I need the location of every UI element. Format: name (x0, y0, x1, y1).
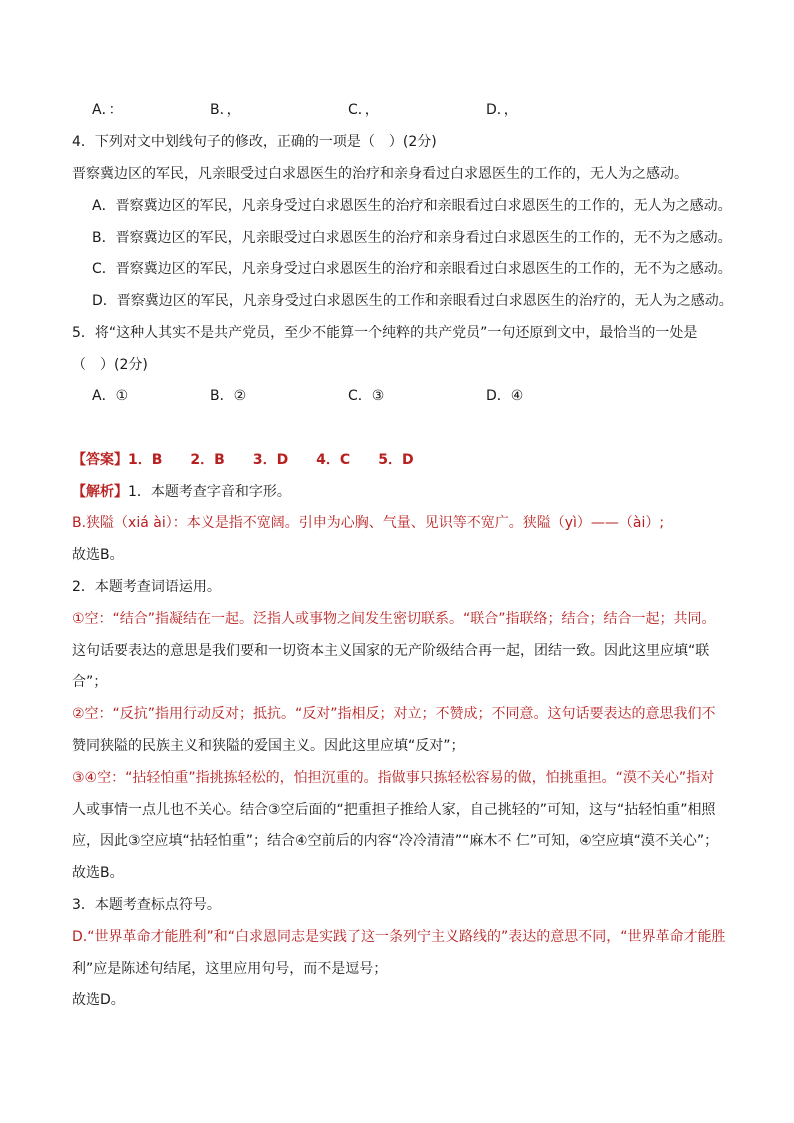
analysis-line-16: 利”应是陈述句结尾，这里应用句号，而不是逗号； (72, 961, 388, 977)
q5-option-a: A．① (92, 388, 129, 404)
answer-label: 【答案】 (72, 452, 128, 468)
q5-option-d: D．④ (486, 388, 524, 404)
q3-option-c: C．， (348, 102, 379, 118)
q4-option-b: B．晋察冀边区的军民，凡亲眼受过白求恩医生的治疗和亲身看过白求恩医生的工作的，无不为之感动。 (92, 230, 732, 246)
analysis-line-4: 2．本题考查词语运用。 (72, 579, 221, 595)
analysis-line-2: B.狭隘（xiá ài）：本义是指不宽阔。引申为心胸、气量、见识等不宽广。狭隘（yì）——（ài）; (72, 515, 665, 531)
q3-option-d: D．， (486, 102, 518, 118)
answer-line (72, 450, 414, 470)
q4-option-c: C．晋察冀边区的军民，凡亲身受过白求恩医生的治疗和亲眼看过白求恩医生的工作的，无不为之感动。 (92, 261, 732, 277)
analysis-line-7: 合”； (72, 674, 108, 690)
analysis-line-13: 故选B。 (72, 865, 124, 881)
analysis-line-15: D.“世界革命才能胜利”和“白求恩同志是实践了这一条列宁主义路线的”表达的意思不同，“世界革命才能胜 (72, 929, 726, 945)
q5-option-b: B．② (210, 388, 247, 404)
q5-stem-line1: 5．将“这种人其实不是共产党员，至少不能算一个纯粹的共产党员”一句还原到文中，最恰当的一处是 (72, 325, 698, 341)
q5-option-c: C．③ (348, 388, 385, 404)
analysis-line-6: 这句话要表达的意思是我们要和一切资本主义国家的无产阶级结合再一起，团结一致。因此这里应填“联 (72, 643, 710, 659)
q4-stem: 4．下列对文中划线句子的修改，正确的一项是（ ）(2分) (72, 134, 437, 150)
q4-option-a: A．晋察冀边区的军民，凡亲身受过白求恩医生的治疗和亲眼看过白求恩医生的工作的，无人为之感动。 (92, 198, 732, 214)
q4-option-d: D．晋察冀边区的军民，凡亲身受过白求恩医生的工作和亲眼看过白求恩医生的治疗的，无人为之感动。 (92, 293, 733, 309)
q5-stem-line2: （ ）(2分) (72, 357, 148, 373)
analysis-line-12: 应，因此③空应填“拈轻怕重”；结合④空前后的内容“冷冷清清”“麻木不 仁”可知，④空应填“漠不关心”； (72, 833, 719, 849)
q3-option-b: B．， (210, 102, 241, 118)
analysis-text-1: 1．本题考查字音和字形。 (128, 484, 291, 500)
analysis-line-8: ②空：“反抗”指用行动反对；抵抗。“反对”指相反；对立；不赞成；不同意。这句话要表达的意思我们不 (72, 706, 716, 722)
q3-option-a: A．： (92, 102, 123, 118)
analysis-line-11: 人或事情一点儿也不关心。结合③空后面的“把重担子推给人家，自己挑轻的”可知，这与“拈轻怕重”相照 (72, 802, 716, 818)
analysis-line-14: 3．本题考查标点符号。 (72, 897, 221, 913)
analysis-line-10: ③④空：“拈轻怕重”指挑拣轻松的，怕担沉重的。指做事只拣轻松容易的做，怕挑重担。“漠不关心”指对 (72, 770, 715, 786)
analysis-line-3: 故选B。 (72, 547, 124, 563)
analysis-line-5: ①空：“结合”指凝结在一起。泛指人或事物之间发生密切联系。“联合”指联络；结合；结合一起；共同。 (72, 611, 716, 627)
analysis-line-1 (72, 482, 291, 502)
q4-sentence: 晋察冀边区的军民，凡亲眼受过白求恩医生的治疗和亲身看过白求恩医生的工作的，无人为之感动。 (72, 166, 688, 182)
analysis-line-17: 故选D。 (72, 992, 125, 1008)
analysis-label: 【解析】 (72, 484, 128, 500)
analysis-line-9: 赞同狭隘的民族主义和狭隘的爱国主义。因此这里应填“反对”； (72, 738, 465, 754)
answer-text: 1．B 2．B 3．D 4．C 5．D (128, 452, 414, 468)
